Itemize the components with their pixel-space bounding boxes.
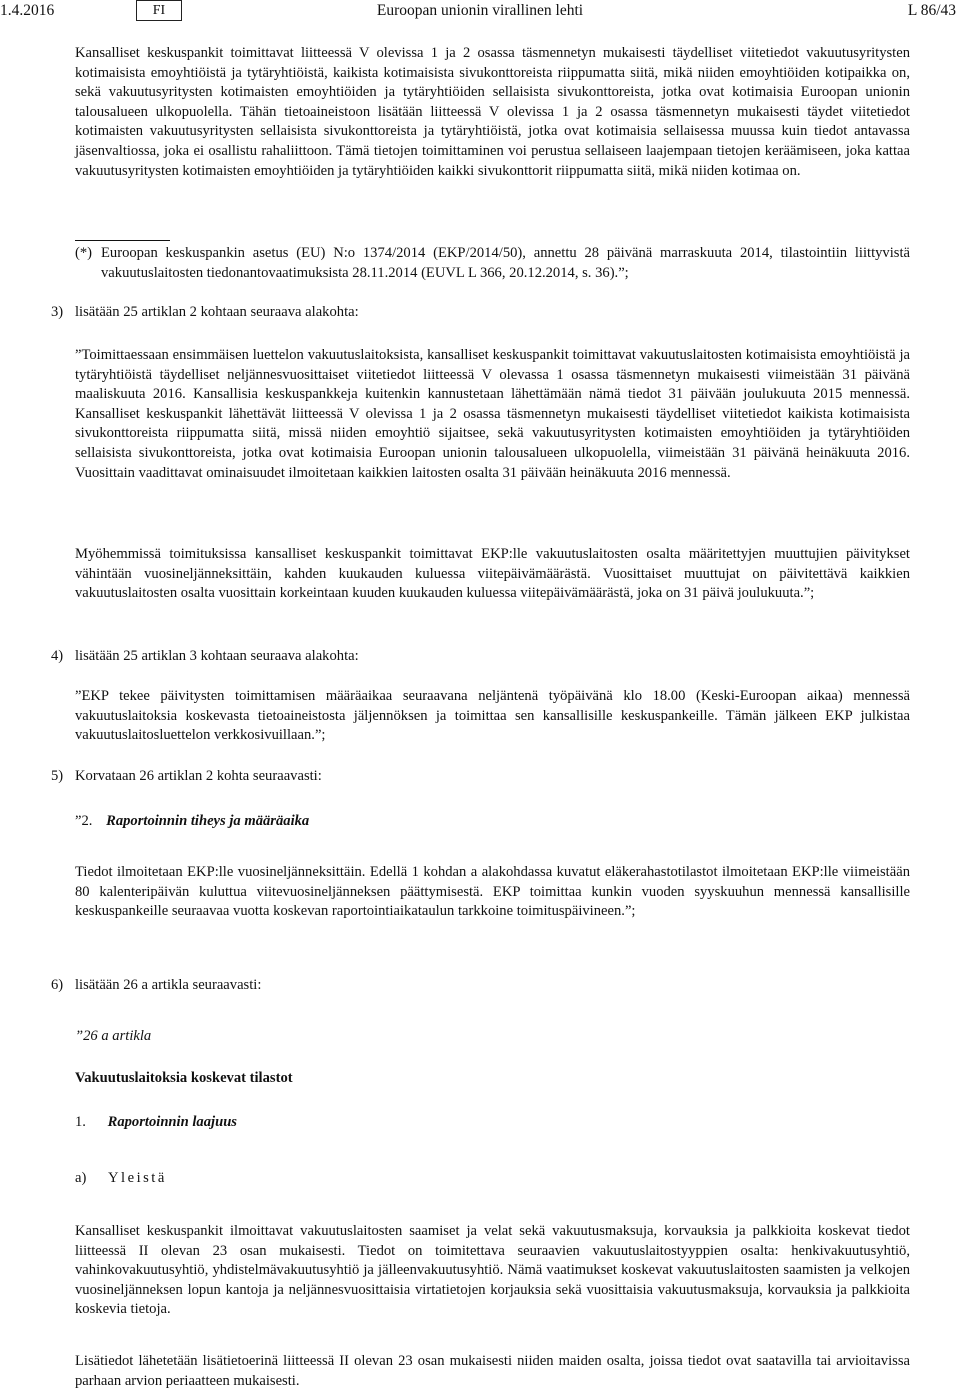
article-title: Vakuutuslaitoksia koskevat tilastot <box>75 1070 293 1086</box>
item-text-5: Korvataan 26 artiklan 2 kohta seuraavasti: <box>75 768 322 784</box>
section-number-2: ”2. <box>75 813 93 829</box>
quote-paragraph-4: Tiedot ilmoitetaan EKP:lle vuosineljänneksittäin. Edellä 1 kohdan a alakohdassa kuvatut eläkerahastotilastot ilmoitetaan EKP:lle viimeistään 80 kalenteripäivän kuluttua viitevuosineljänneksen päättymisestä. EKP toimittaa kunkin vuoden syyskuuhun mennessä kansallisille keskuspankeille seuraavaa vuotta koskevan raportointiaikataulun tarkkoine toimituspäivineen.”; <box>75 864 910 920</box>
page-header <box>0 0 960 22</box>
quote-paragraph-5: Kansalliset keskuspankit ilmoittavat vakuutuslaitosten saamiset ja velat sekä vakuutusmaksuja, korvauksia ja palkkioita koskevat tiedot liitteessä II olevan 23 osan mukaisesti. Tiedot on toimitettava seuraavien vakuutuslaitostyyppien osalta: henkivakuutusyhtiö, vahinkovakuutusyhtiö, yhdistelmävakuutusyhtiö ja jälleenvakuutusyhtiö. Nämä vaatimukset koskevat vakuutuslaitosten saamisten ja velkojen vuosineljänneksen lopun kantoja ja neljännesvuosittaisia virtatietojen korjauksia sekä vuosittaisia vakuutusmaksuja, korvauksia ja palkkioita koskevia tietoja. <box>75 1223 910 1318</box>
section-heading-2 <box>75 812 910 832</box>
item-text-4: lisätään 25 artiklan 3 kohtaan seuraava alakohta: <box>75 648 359 664</box>
subsection-heading-a <box>75 1169 910 1189</box>
quote-paragraph-6: Lisätiedot lähetetään lisätietoerinä liitteessä II olevan 23 osan mukaisesti niiden maiden osalta, joissa tiedot ovat saatavilla tai arvioitavissa parhaan arvion periaatteen mukaisesti. <box>75 1353 910 1389</box>
page-number: L 86/43 <box>907 2 956 19</box>
subsection-heading-1 <box>75 1113 910 1133</box>
item-number-3: 3) <box>51 304 64 320</box>
footnote-text: Euroopan keskuspankin asetus (EU) N:o 1374/2014 (EKP/2014/50), annettu 28 päivänä marraskuuta 2014, tilastointiin liittyvistä vakuutuslaitosten tiedonantovaatimuksista 28.11.2014 (EUVL L 366, 20.12.2014, s. 36).”; <box>101 245 910 281</box>
section-title-2: Raportoinnin tiheys ja määräaika <box>106 813 310 829</box>
item-number-4: 4) <box>51 648 64 664</box>
footnote-mark: (*) <box>75 245 93 261</box>
quote-paragraph-3: ”EKP tekee päivitysten toimittamisen määräaikaa seuraavana neljäntenä työpäivänä klo 18.00 (Keski-Euroopan aikaa) mennessä vakuutuslaitoksia koskevasta tietoaineistosta jäljennöksen ja toimittaa sen kansallisille keskuspankeille. Tämän jälkeen EKP julkistaa vakuutuslaitosluettelon verkkosivuillaan.”; <box>75 688 910 744</box>
item-number-5: 5) <box>51 768 64 784</box>
item-text-3: lisätään 25 artiklan 2 kohtaan seuraava alakohta: <box>75 304 359 320</box>
subsection-title-a: Yleistä <box>108 1170 167 1186</box>
item-text-6: lisätään 26 a artikla seuraavasti: <box>75 977 262 993</box>
article-number: ”26 a artikla <box>75 1028 152 1044</box>
publication-date: 1.4.2016 <box>0 2 55 19</box>
subsection-letter-a: a) <box>75 1170 87 1186</box>
language-code-box: FI <box>136 0 182 21</box>
journal-title: Euroopan unionin virallinen lehti <box>376 2 584 19</box>
footnote-separator <box>75 240 170 241</box>
quote-paragraph-2: Myöhemmissä toimituksissa kansalliset keskuspankit toimittavat EKP:lle vakuutuslaitosten osalta määritettyjen muuttujien päivitykset vähintään vuosineljänneksittäin, kahden kuukauden kuluessa viitepäivämäärästä. Vuosittaiset muuttujat on päivitettävä kaikkien vakuutuslaitosten osalta vuosittain korkeintaan kuuden kuukauden kuluessa viitepäivämäärästä, joka on 31 päivä joulukuuta.”; <box>75 546 910 602</box>
subsection-title-1: Raportoinnin laajuus <box>107 1114 237 1130</box>
paragraph-intro: Kansalliset keskuspankit toimittavat liitteessä V olevissa 1 ja 2 osassa täsmennetyn mukaisesti täydelliset viitetiedot vakuutusyritysten kotimaisista emoyhtiöistä ja tytäryhtiöistä, kaikista kotimaisista sivukonttoreista riippumatta siitä, mikä niiden emoyhtiöiden kotipaikka on, sekä vakuutusyritysten kotimaisten emoyhtiöiden ja tytäryhtiöiden sellaisista sivukonttoreista, jotka ovat kotimaisia Euroopan unionin talousalueen ulkopuolella. Tähän tietoaineistoon lisätään liitteessä V olevissa 1 ja 2 osassa täsmennetyn mukaisesti täydet viitetiedot kotimaisten vakuutusyritysten sellaisista sivukonttoreista ja tytäryhtiöistä, jotka ovat kotimaisia sellaisessa muussa kuin tiedot antavassa jäsenvaltiossa, joka ei osallistu rahaliittoon. Tämä tietojen toimittaminen voi perustua sellaiseen laajempaan tietojen keräämiseen, joka kattaa vakuutusyritysten kotimaisten emoyhtiöiden ja tytäryhtiöiden kaikki sivukonttorit riippumatta siitä, mikä niiden kotimaa on. <box>75 45 910 179</box>
quote-paragraph-1: ”Toimittaessaan ensimmäisen luettelon vakuutuslaitoksista, kansalliset keskuspankit toimittavat vakuutuslaitosten kotimaisista emoyhtiöistä ja tytäryhtiöistä täydelliset neljännesvuosittaiset viitetiedot liitteessä V olevassa 1 osassa täsmennetyn mukaisesti viimeistään 31 päivänä maaliskuuta 2016. Kansallisia keskuspankkeja kuitenkin kannustetaan lähettämään nämä tiedot 31 päivään joulukuuta 2015 mennessä. Kansalliset keskuspankit lähettävät liitteessä V olevissa 1 ja 2 osassa täsmennetyn mukaisesti täydelliset viitetiedot kaikista kotimaisista sivukonttoreista riippumatta siitä, missä niiden emoyhtiö sijaitsee, sekä vakuutusyritysten kotimaisten emoyhtiöiden ja tytäryhtiöiden sellaisista sivukonttoreista, jotka ovat kotimaisia Euroopan unionin talousalueen ulkopuolella, viimeistään 31 päivänä heinäkuuta 2016. Vuosittain vaadittavat ominaisuudet ilmoitetaan kaikkien laitosten osalta 31 päivään heinäkuuta 2016 mennessä. <box>75 347 910 481</box>
item-number-6: 6) <box>51 977 64 993</box>
subsection-number-1: 1. <box>75 1114 86 1130</box>
